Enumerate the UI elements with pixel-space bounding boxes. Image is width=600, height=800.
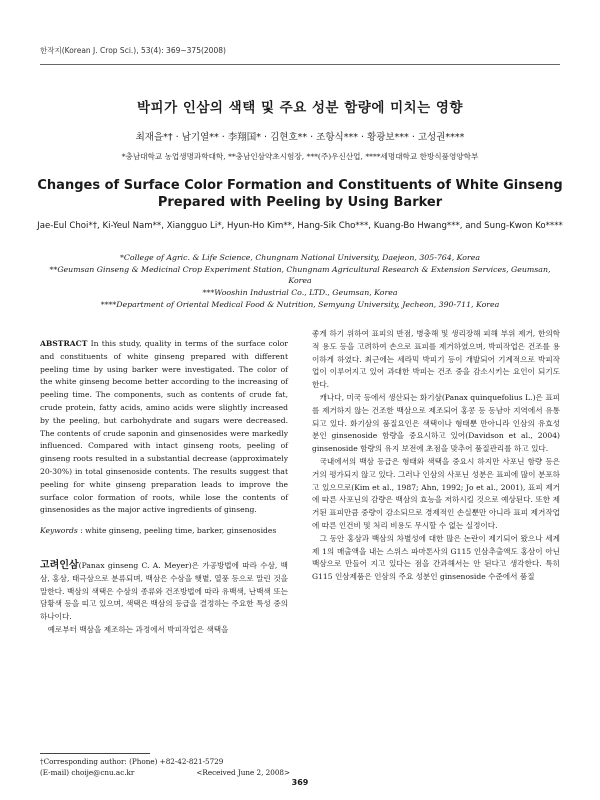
authors-english: Jae-Eul Choi*†, Ki-Yeul Nam**, Xiangguo Li*, Hyun-Ho Kim**, Hang-Sik Cho***, Kuang-Bo Hwang***, and Sung-Kwon Ko**** (37, 221, 563, 231)
keywords (40, 525, 288, 538)
affiliations-english (40, 252, 560, 311)
title-korean: 박피가 인삼의 색택 및 주요 성분 함량에 미치는 영향 (137, 100, 463, 116)
footnote-contact (40, 768, 290, 779)
keywords-label: Keywords (40, 526, 78, 536)
intro-paragraph-1 (40, 560, 288, 624)
footnote-corresponding: †Corresponding author: (Phone) +82-42-821-5729 (40, 757, 224, 766)
abstract-text: In this study, quality in terms of the surface color and constituents of white ginseng prepared with different peeling time by using barker were investigated. The color of the white ginseng become better according to the increasing of peeling time. The components, such as contents of crude fat, crude protein, fatty acids, amino acids were slightly increased by the peeling, but carbohydrate and sugars were decreased. The contents of crude saponin and ginsenosides were markedly influenced. Compared with intact ginseng roots, peeling of ginseng roots resulted in a substantial decrease (approximately 20-30%) in total ginsenoside contents. The results suggest that peeling for white ginseng preparation leads to improve the surface color formation of roots, while lose the contents of ginsenosides as the major active ingredients of ginseng. (40, 339, 289, 515)
lead-word: 고려인삼 (40, 559, 79, 571)
affiliations-korean: *충남대학교 농업생명과학대학, **충남인삼약초시험장, ***(주)우신산업, ****세명대학교 한방식품영양학부 (121, 152, 479, 161)
intro-paragraph-1-text: (Panax ginseng C. A. Meyer)은 가공방법에 따라 수삼, 백삼, 홍삼, 태극삼으로 분류되며, 백삼은 수삼을 햇볕, 열풍 등으로 말린 것을 말한다. 백삼의 색택은 수삼의 종류와 건조방법에 따라 유백색, 난백색 또는 담황색 등을 띠고 있으며, 색택은 백삼의 등급을 결정하는 주요한 특성 중의 하나이다. (40, 560, 288, 622)
abstract-heading: ABSTRACT (40, 339, 88, 348)
affiliation-1: *College of Agric. & Life Science, Chungnam National University, Daejeon, 305-764, Korea (120, 253, 480, 262)
body-paragraph-4: 그 동안 홍삼과 백삼의 차별성에 대한 많은 논란이 제기되어 왔으나 세계 제 1의 매출액을 내는 스위스 파마톤사의 G115 인삼추출액도 홍삼이 아닌 백삼으로 만들어 지고 있다는 점을 간과해서는 안 된다고 생각한다. 특히 G115 인삼제품은 인삼의 주요 성분인 ginsenoside 수준에서 품질 (312, 533, 560, 582)
title-english: Changes of Surface Color Formation and Constituents of White Ginseng Prepared with Peeling by Using Barker (37, 178, 563, 210)
left-column (40, 338, 288, 637)
page-number: 369 (291, 778, 309, 787)
intro-paragraph-2: 예로부터 백삼을 제조하는 과정에서 박피작업은 색택을 (47, 624, 229, 634)
body-paragraph-1: 좋게 하기 위하여 표피의 반점, 병충해 및 생리장해 피해 부위 제거, 한의학적 용도 등을 고려하여 손으로 표피를 제거하였으며, 박피작업은 건조를 용이하게 하였다. 최근에는 세라믹 박피기 등이 개발되어 기계적으로 박피작업이 이루어지고 있어 과대한 박피는 건조 중을 감소시키는 요인이 되기도 한다. (312, 329, 560, 390)
received-date: <Received June 2, 2008> (196, 768, 290, 777)
keywords-text: : white ginseng, peeling time, barker, ginsenosides (80, 526, 277, 536)
affiliation-4: ****Department of Oriental Medical Food & Nutrition, Semyung University, Jecheon, 390-711, Korea (100, 299, 500, 309)
footnote-rule (40, 753, 150, 754)
affiliation-2: **Geumsan Ginseng & Medicinal Crop Experiment Station, Chungnam Agricultural Research & Extension Services, Geumsan, Korea (49, 264, 551, 286)
footnote-email: (E-mail) choije@cnu.ac.kr (40, 768, 135, 777)
affiliation-3: ***Wooshin Industrial Co., LTD., Geumsan, Korea (202, 288, 398, 298)
journal-citation: 한작지(Korean J. Crop Sci.), 53(4): 369~375(2008) (40, 46, 226, 55)
header-rule (40, 64, 560, 65)
authors-korean: 최재을*† · 남기열** · 李翔国* · 김현호** · 조항식*** · 황광보*** · 고성권**** (135, 132, 465, 143)
body-paragraph-2: 캐나다, 미국 등에서 생산되는 화기삼(Panax quinquefolius L.)은 표피를 제거하지 않는 건조한 백삼으로 제조되어 홍콩 등 동남아 지역에서 유통되고 있다. 화기삼의 품질요인은 색택이나 형태뿐 만아니라 인삼의 유효성분인 ginsenoside 함량을 중요시하고 있어(Davidson et al., 2004) ginsenoside 함량의 유지 보전에 초점을 맞추어 품질관리를 하고 있다. (312, 392, 560, 454)
body-paragraph-3: 국내에서의 백삼 등급은 형태와 색택을 중요시 하지만 사포닌 함량 등은 거의 평가되지 않고 있다. 그러나 인삼의 사포닌 성분은 표피에 많이 분포하고 있으므로(Kim et al., 1987; Ahn, 1992; Jo et al., 2001), 표피 제거에 따른 사포닌의 감량은 백삼의 효능을 저하시킬 것으로 예상된다. 또한 제거된 표피만큼 중량이 감소되므로 경제적인 손실뿐만 아니라 표피 제거작업에 따른 인건비 및 처리 비용도 무시할 수 없는 실정이다. (312, 456, 560, 530)
abstract (40, 338, 288, 517)
right-column (312, 328, 560, 584)
